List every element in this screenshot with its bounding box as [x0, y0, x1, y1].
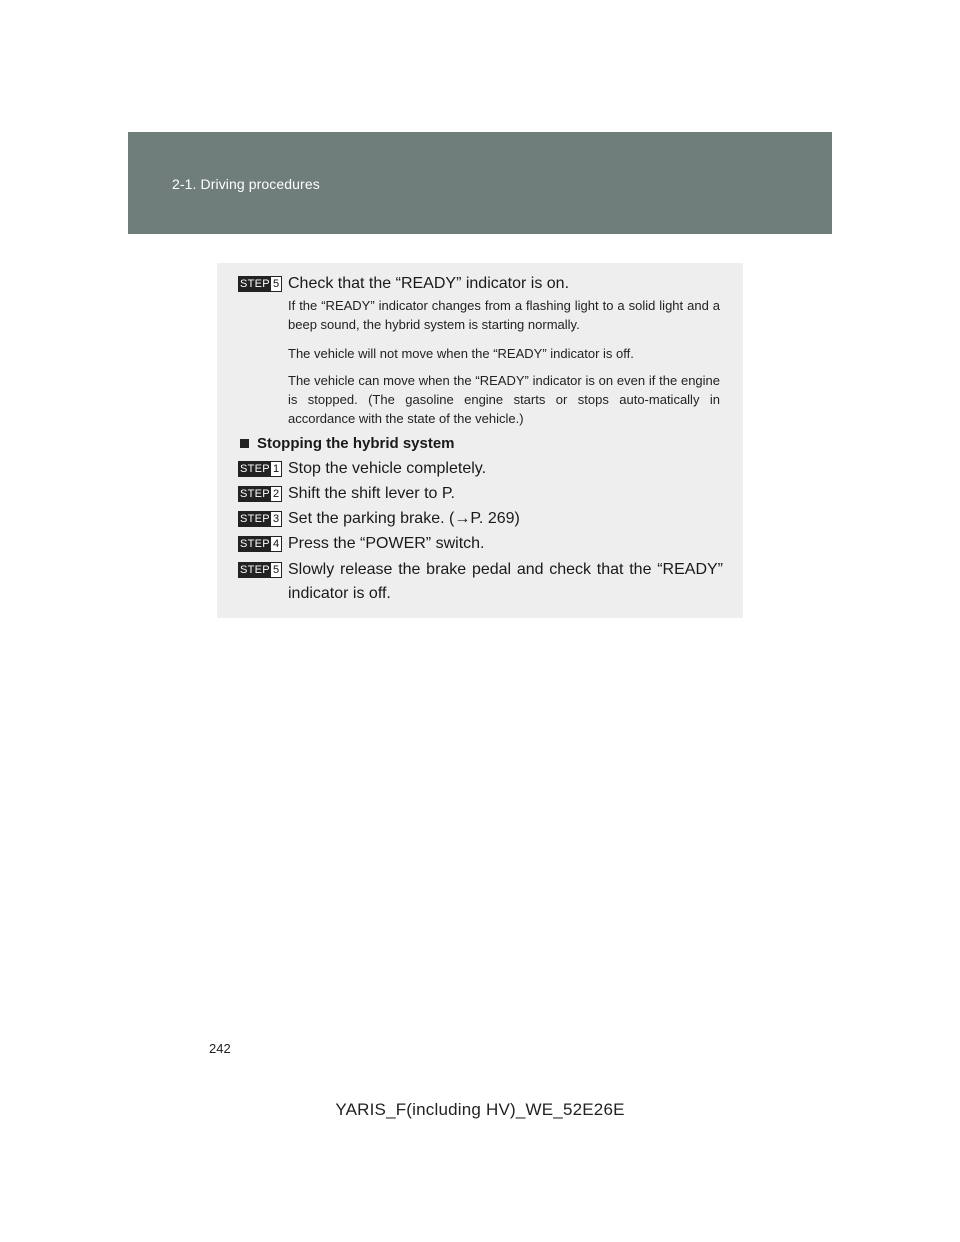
step-badge-number: 4: [270, 536, 282, 552]
square-bullet-icon: [240, 439, 249, 448]
step-badge: [238, 536, 282, 552]
step-badge-number: 5: [270, 562, 282, 578]
document-id: YARIS_F(including HV)_WE_52E26E: [335, 1100, 625, 1119]
subheading-text: Stopping the hybrid system: [257, 435, 455, 452]
step-text: Set the parking brake. (→P. 269): [288, 510, 520, 527]
step-badge-number: 5: [270, 276, 282, 292]
step-badge-number: 3: [270, 511, 282, 527]
step-badge: [238, 461, 282, 477]
step-badge-word: STEP: [240, 564, 270, 576]
step-badge: [238, 276, 282, 292]
note-paragraph: The vehicle will not move when the “READY” indicator is off.: [288, 346, 634, 361]
step-text: Press the “POWER” switch.: [288, 535, 485, 552]
page-number: 242: [209, 1041, 231, 1056]
step-badge-number: 2: [270, 486, 282, 502]
content-box: [217, 263, 743, 618]
header-band: [128, 132, 832, 234]
step-badge: [238, 486, 282, 502]
step-badge-word: STEP: [240, 488, 270, 500]
step-badge-number: 1: [270, 461, 282, 477]
section-subheading: [238, 435, 455, 452]
section-label: 2-1. Driving procedures: [172, 176, 320, 192]
step-badge-word: STEP: [240, 513, 270, 525]
step-badge: [238, 562, 282, 578]
step-badge-word: STEP: [240, 278, 270, 290]
step-badge: [238, 511, 282, 527]
step-text: Shift the shift lever to P.: [288, 485, 455, 502]
step-badge-word: STEP: [240, 463, 270, 475]
step-text: Check that the “READY” indicator is on.: [288, 275, 570, 292]
step-text: Slowly release the brake pedal and check that the “READY” indicator is off.: [288, 561, 723, 602]
note-paragraph: The vehicle can move when the “READY” indicator is on even if the engine is stopped. (The gasoline engine starts or stops auto-matically in accordance with the state of the vehicle.): [288, 373, 720, 426]
note-paragraph: If the “READY” indicator changes from a flashing light to a solid light and a beep sound, the hybrid system is starting normally.: [288, 298, 720, 332]
step-badge-word: STEP: [240, 538, 270, 550]
step-text: Stop the vehicle completely.: [288, 460, 487, 477]
